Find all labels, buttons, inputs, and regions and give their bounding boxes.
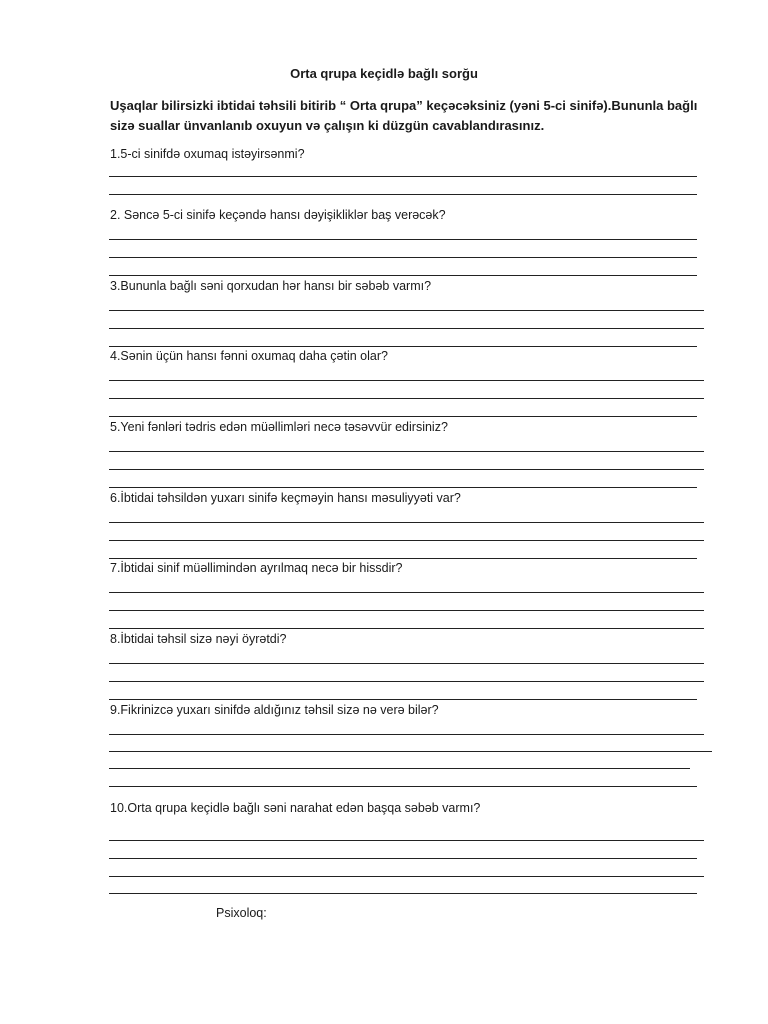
answer-line <box>109 239 697 240</box>
answer-line <box>109 416 697 417</box>
answer-line <box>109 558 697 559</box>
question-2: 2. Səncə 5-ci sinifə keçəndə hansı dəyişikliklər baş verəcək? <box>110 208 446 222</box>
document-title: Orta qrupa keçidlə bağlı sorğu <box>290 66 478 81</box>
question-7: 7.İbtidai sinif müəllimindən ayrılmaq necə bir hissdir? <box>110 561 403 575</box>
answer-line <box>109 610 704 611</box>
answer-line <box>109 194 697 195</box>
answer-line <box>109 699 697 700</box>
question-4: 4.Sənin üçün hansı fənni oxumaq daha çətin olar? <box>110 349 388 363</box>
answer-line <box>109 487 697 488</box>
answer-line <box>109 840 704 841</box>
signature-label: Psixoloq: <box>216 906 267 920</box>
answer-line <box>109 346 697 347</box>
answer-line <box>109 540 704 541</box>
answer-line <box>109 275 697 276</box>
answer-line <box>109 768 690 769</box>
answer-line <box>109 628 704 629</box>
question-3: 3.Bununla bağlı səni qorxudan hər hansı bir səbəb varmı? <box>110 279 432 293</box>
question-8: 8.İbtidai təhsil sizə nəyi öyrətdi? <box>110 632 287 646</box>
answer-line <box>109 786 697 787</box>
question-6: 6.İbtidai təhsildən yuxarı sinifə keçməyin hansı məsuliyyəti var? <box>110 491 461 505</box>
question-10: 10.Orta qrupa keçidlə bağlı səni narahat edən başqa səbəb varmı? <box>110 801 481 815</box>
question-1: 1.5-ci sinifdə oxumaq istəyirsənmi? <box>110 147 305 161</box>
question-5: 5.Yeni fənləri tədris edən müəllimləri necə təsəvvür edirsiniz? <box>110 420 448 434</box>
answer-line <box>109 592 704 593</box>
answer-line <box>109 734 704 735</box>
answer-line <box>109 893 697 894</box>
answer-line <box>109 663 704 664</box>
answer-line <box>109 398 704 399</box>
answer-line <box>109 469 704 470</box>
answer-line <box>109 328 704 329</box>
answer-line <box>109 522 704 523</box>
answer-line <box>109 681 704 682</box>
answer-line <box>109 751 712 752</box>
answer-line <box>109 257 697 258</box>
answer-line <box>109 380 704 381</box>
answer-line <box>109 858 697 859</box>
question-9: 9.Fikrinizcə yuxarı sinifdə aldığınız təhsil sizə nə verə bilər? <box>110 703 439 717</box>
intro-text: Uşaqlar bilirsizki ibtidai təhsili bitirib “ Orta qrupa” keçəcəksiniz (yəni 5-ci sinifə).Bununla bağlı sizə suallar ünvanlanıb oxuyun və çalışın ki düzgün cavablandırasınız. <box>110 98 698 133</box>
answer-line <box>109 451 704 452</box>
answer-line <box>109 176 697 177</box>
answer-line <box>109 310 704 311</box>
answer-line <box>109 876 704 877</box>
